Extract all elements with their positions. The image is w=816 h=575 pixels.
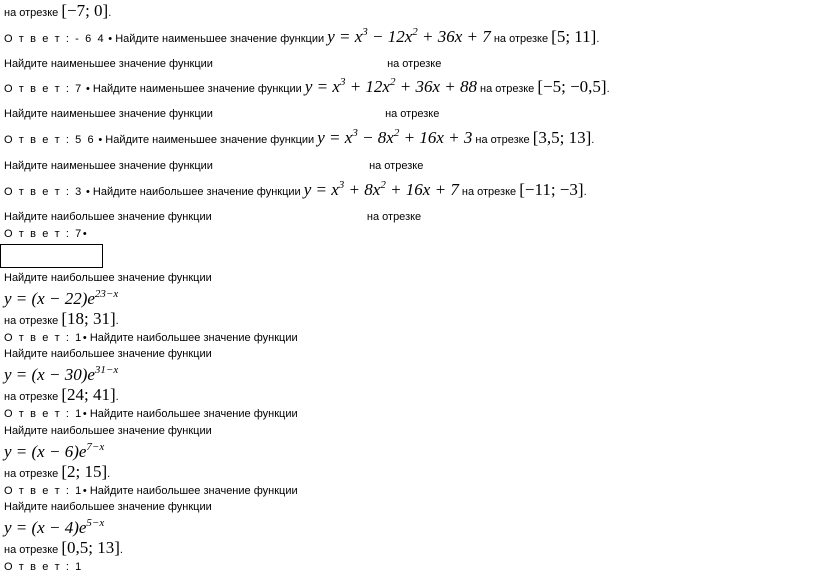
- task-text: Найдите наибольшее значение функции: [4, 425, 212, 437]
- segment-value: [5; 11]: [551, 27, 597, 46]
- answer-line: [4, 227, 87, 241]
- task-text: Найдите наименьшее значение функции: [92, 83, 302, 95]
- bullet: •: [82, 228, 87, 240]
- answer-task-line: [4, 26, 600, 46]
- function-formula: [4, 443, 104, 461]
- answer-text: О т в е т : 1: [4, 485, 83, 497]
- bullet: •: [98, 134, 103, 146]
- segment-value: [3,5; 13]: [532, 128, 592, 147]
- segment-label: на отрезке: [366, 211, 422, 223]
- answer-task-line: [4, 407, 298, 421]
- answer-task-line: [4, 331, 298, 345]
- answer-text: О т в е т : 1: [4, 561, 83, 573]
- task-line: [4, 210, 421, 224]
- function-base: y = (x − 22)e: [4, 289, 95, 308]
- function-exponent: 7−x: [86, 441, 105, 453]
- segment-value: [−7; 0]: [61, 1, 109, 20]
- answer-text: О т в е т : 7: [4, 83, 83, 95]
- bullet: •: [82, 485, 87, 497]
- period: .: [108, 7, 112, 19]
- task-text: Найдите наибольшее значение функции: [4, 272, 212, 284]
- answer-text: О т в е т : 5 6: [4, 134, 96, 146]
- period: .: [596, 33, 600, 45]
- function-formula: $y = x^3 + 8x^2 + 16x + 7$: [303, 179, 459, 199]
- task-title: [4, 347, 212, 361]
- segment-label: на отрезке: [4, 468, 59, 480]
- task-text: Найдите наименьшее значение функции: [105, 134, 315, 146]
- segment-label: на отрезке: [4, 544, 59, 556]
- task-line: [4, 159, 423, 173]
- answer-task-line: [4, 484, 298, 498]
- bullet: •: [85, 186, 90, 198]
- segment-value: [−11; −3]: [519, 180, 584, 199]
- segment-value: [0,5; 13]: [61, 538, 120, 557]
- period: .: [115, 315, 119, 327]
- function-formula: [4, 290, 118, 308]
- task-text: Найдите наименьшее значение функции: [4, 160, 213, 172]
- answer-task-line: [4, 76, 610, 96]
- bullet: •: [108, 33, 113, 45]
- segment-line: [4, 385, 119, 404]
- period: .: [583, 186, 587, 198]
- answer-text: О т в е т : - 6 4: [4, 33, 106, 45]
- function-formula: $y = x^3 + 12x^2 + 36x + 88$: [304, 76, 477, 96]
- task-text: Найдите наименьшее значение функции: [115, 33, 325, 45]
- task-title: [4, 424, 212, 438]
- task-title: [4, 500, 212, 514]
- task-line: [4, 107, 439, 121]
- task-text: Найдите наибольшее значение функции: [4, 501, 212, 513]
- answer-line: [4, 560, 83, 574]
- segment-line: [4, 309, 119, 328]
- task-text: Найдите наименьшее значение функции: [4, 58, 213, 70]
- period: .: [119, 544, 123, 556]
- answer-task-line: [4, 179, 587, 199]
- task-text: Найдите наибольшее значение функции: [89, 332, 298, 344]
- empty-frame: [0, 244, 103, 268]
- segment-label: на отрезке: [4, 391, 59, 403]
- answer-text: О т в е т : 1: [4, 332, 83, 344]
- segment-label: на отрезке: [387, 58, 442, 70]
- function-exponent: 31−x: [94, 364, 119, 376]
- function-base: y = (x − 4)e: [4, 518, 87, 537]
- answer-text: О т в е т : 7: [4, 228, 83, 240]
- bullet: •: [85, 83, 90, 95]
- segment-line: [4, 538, 123, 557]
- segment-label: на отрезке: [480, 83, 535, 95]
- task-text: Найдите наименьшее значение функции: [4, 108, 213, 120]
- function-exponent: 23−x: [94, 288, 119, 300]
- bullet: •: [82, 332, 87, 344]
- bullet: •: [82, 408, 87, 420]
- answer-text: О т в е т : 1: [4, 408, 83, 420]
- segment-value: [18; 31]: [61, 309, 116, 328]
- task-text: Найдите наибольшее значение функции: [89, 408, 298, 420]
- segment-value: [24; 41]: [61, 385, 116, 404]
- function-base: y = (x − 6)e: [4, 442, 87, 461]
- answer-text: О т в е т : 3: [4, 186, 83, 198]
- task-text: Найдите наибольшее значение функции: [92, 186, 301, 198]
- task-title: [4, 271, 212, 285]
- function-exponent: 5−x: [86, 517, 105, 529]
- period: .: [606, 83, 610, 95]
- task-text: Найдите наибольшее значение функции: [4, 348, 212, 360]
- period: .: [115, 391, 119, 403]
- answer-task-line: [4, 127, 595, 147]
- function-formula: [4, 519, 104, 537]
- function-formula: [4, 366, 118, 384]
- function-formula: $y = x^3 - 8x^2 + 16x + 3$: [317, 127, 473, 147]
- task-text: Найдите наибольшее значение функции: [89, 485, 298, 497]
- period: .: [591, 134, 595, 146]
- segment-value: [2; 15]: [61, 462, 108, 481]
- segment-label: на отрезке: [4, 7, 59, 19]
- segment-label: на отрезке: [461, 186, 517, 198]
- segment-label: на отрезке: [475, 134, 530, 146]
- function-formula: $y = x^3 - 12x^2 + 36x + 7$: [327, 26, 491, 46]
- task-text: Найдите наибольшее значение функции: [4, 211, 212, 223]
- segment-label: на отрезке: [385, 108, 440, 120]
- task-line: [4, 57, 441, 71]
- segment-label: на отрезке: [4, 315, 59, 327]
- function-base: y = (x − 30)e: [4, 365, 95, 384]
- segment-line: [4, 462, 111, 481]
- segment-label: на отрезке: [493, 33, 549, 45]
- period: .: [107, 468, 111, 480]
- segment-label: на отрезке: [369, 160, 424, 172]
- segment-value: [−5; −0,5]: [537, 77, 607, 96]
- segment-line: [4, 1, 112, 20]
